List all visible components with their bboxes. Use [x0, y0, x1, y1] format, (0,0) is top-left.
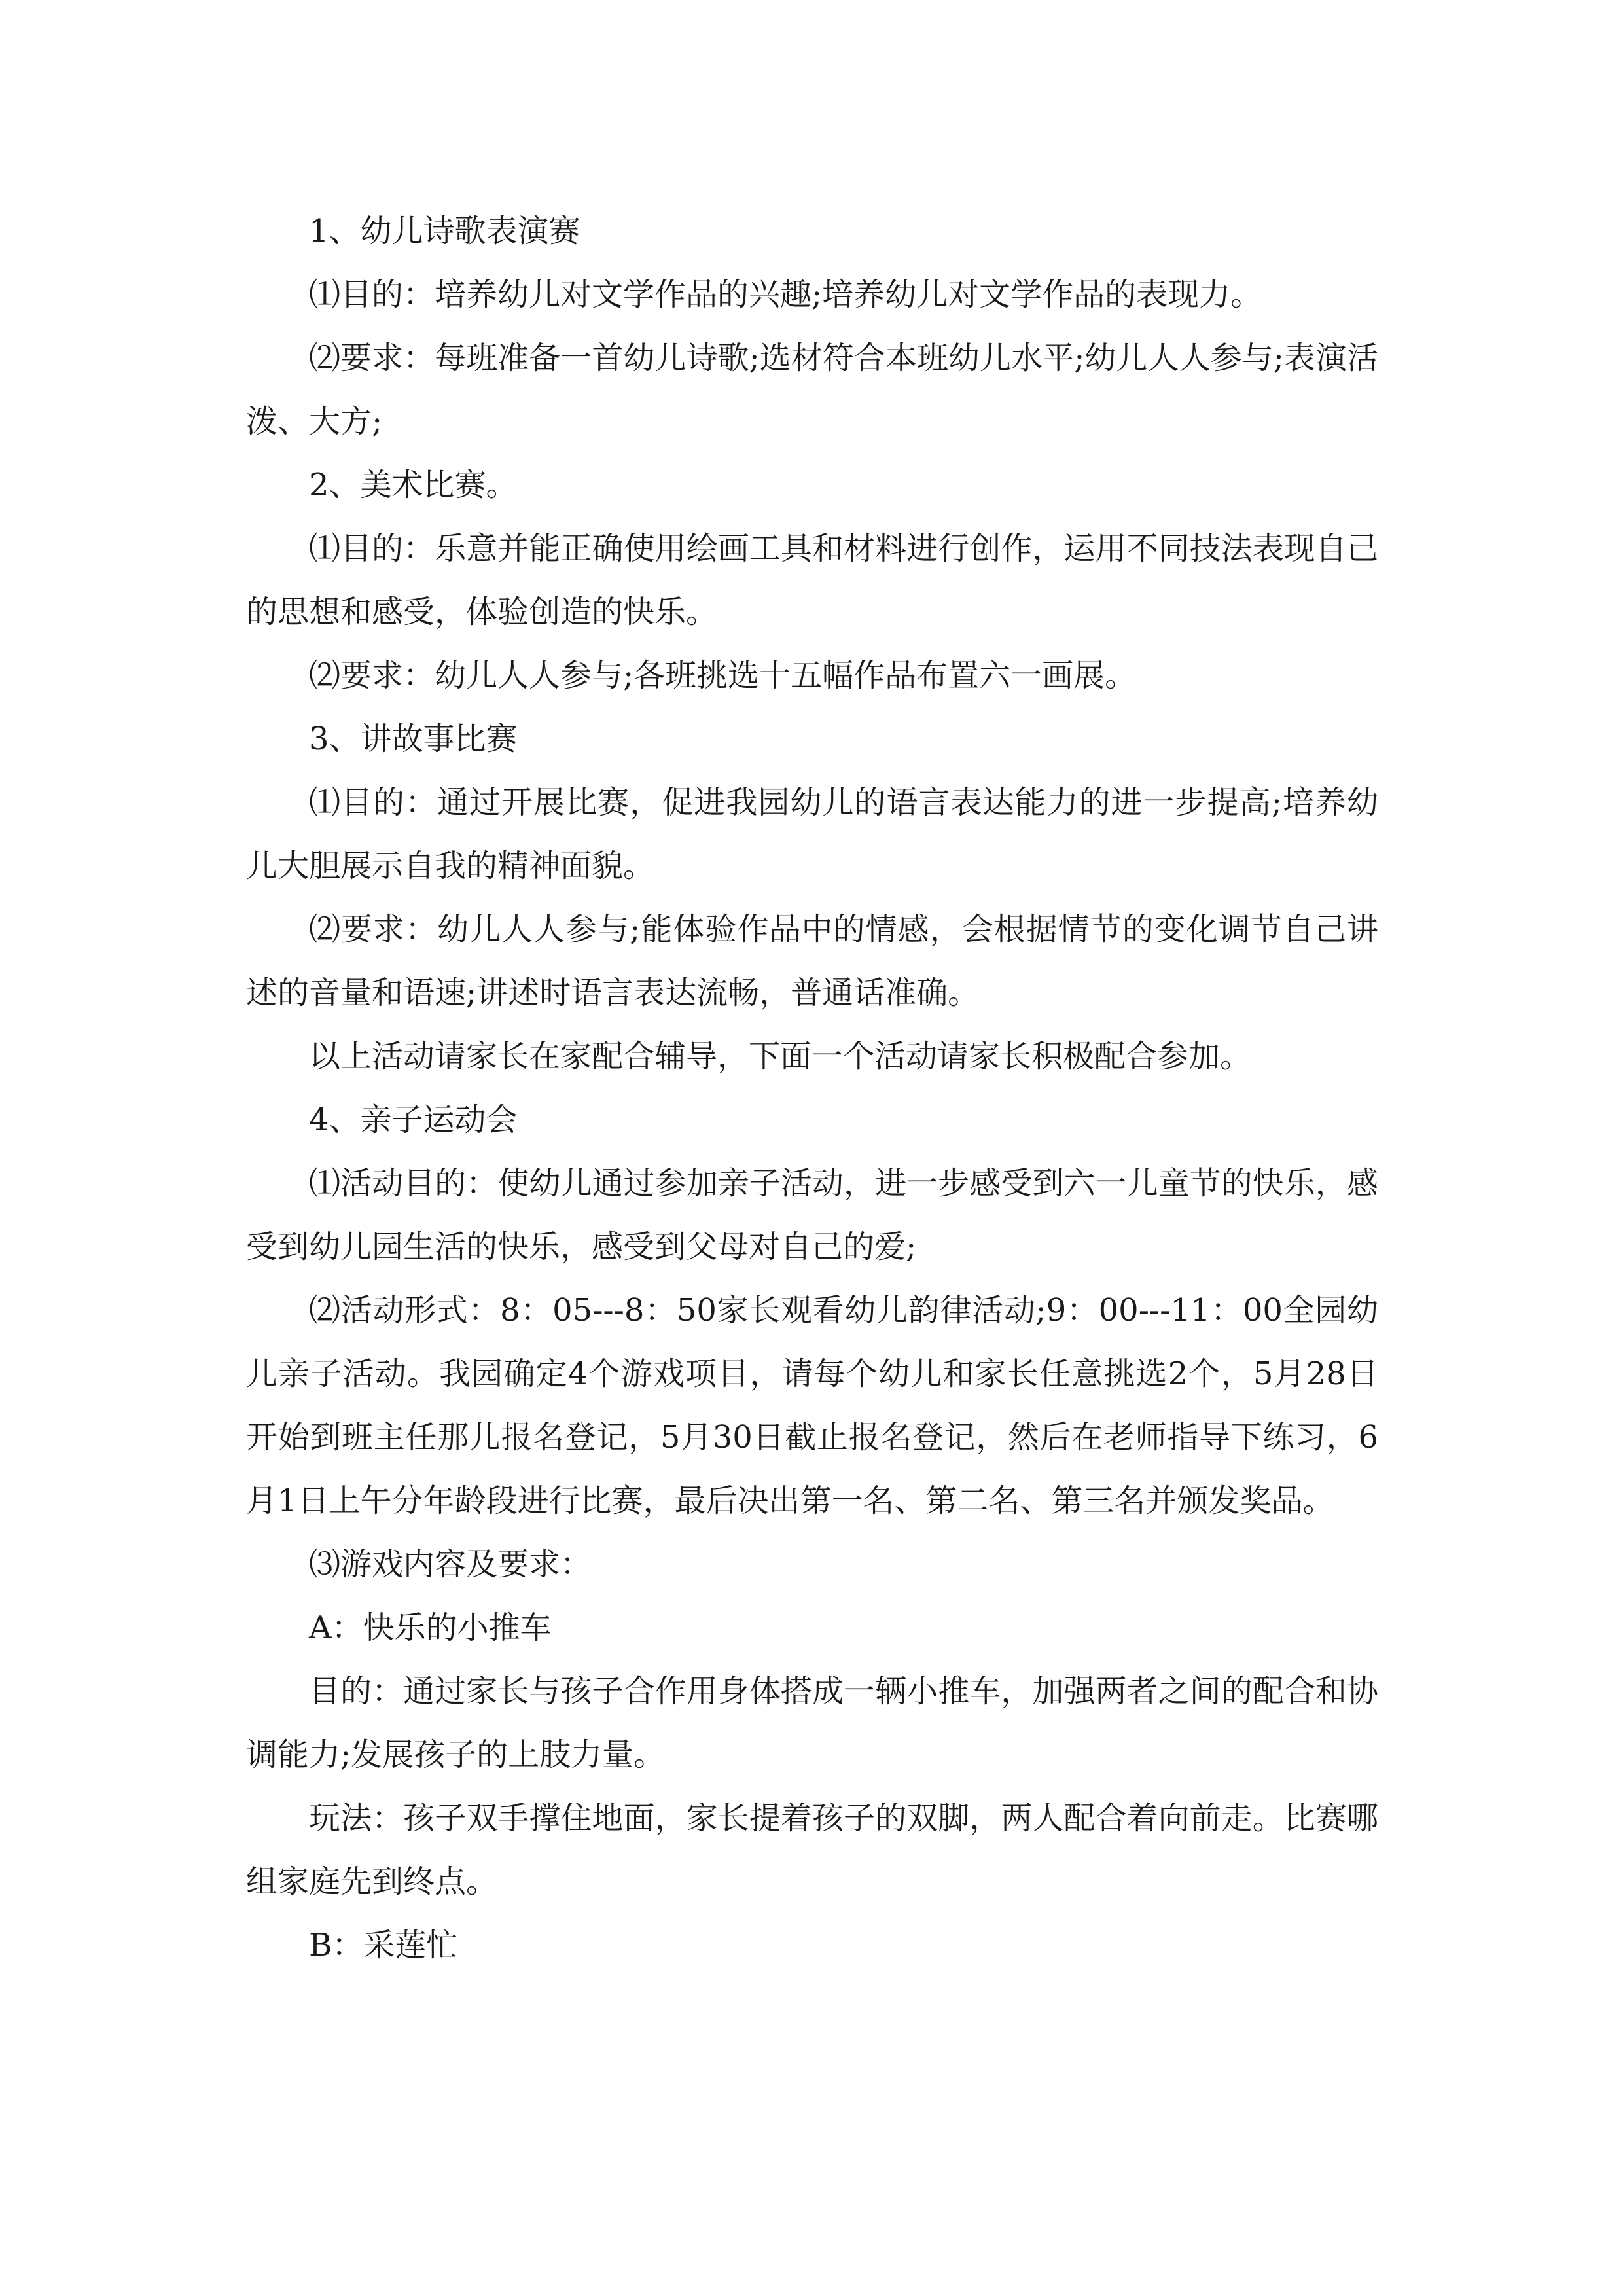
- paragraph-parent-note: 以上活动请家长在家配合辅导，下面一个活动请家长积极配合参加。: [309, 1038, 1252, 1075]
- heading-storytelling-contest: 3、讲故事比赛: [309, 721, 518, 757]
- paragraph-sports-goal: ⑴活动目的：使幼儿通过参加亲子活动，进一步感受到六一儿童节的快乐，感受到幼儿园生活的快乐，感受到父母对自己的爱;: [246, 1165, 1378, 1265]
- paragraph-poetry-goal: ⑴目的：培养幼儿对文学作品的兴趣;培养幼儿对文学作品的表现力。: [309, 276, 1262, 313]
- heading-game-a: A：快乐的小推车: [309, 1609, 552, 1646]
- paragraph-game-a-rules: 玩法：孩子双手撑住地面，家长提着孩子的双脚，两人配合着向前走。比赛哪组家庭先到终点。: [246, 1800, 1378, 1900]
- document-body: [246, 200, 1378, 1977]
- heading-game-b: B：采莲忙: [309, 1927, 458, 1964]
- heading-poetry-contest: 1、幼儿诗歌表演赛: [309, 213, 580, 249]
- heading-sports-meet: 4、亲子运动会: [309, 1102, 518, 1138]
- paragraph-game-a-goal: 目的：通过家长与孩子合作用身体搭成一辆小推车，加强两者之间的配合和协调能力;发展孩子的上肢力量。: [246, 1673, 1378, 1773]
- paragraph-poetry-requirements: ⑵要求：每班准备一首幼儿诗歌;选材符合本班幼儿水平;幼儿人人参与;表演活泼、大方;: [246, 340, 1378, 440]
- paragraph-art-goal: ⑴目的：乐意并能正确使用绘画工具和材料进行创作，运用不同技法表现自己的思想和感受，体验创造的快乐。: [246, 530, 1378, 630]
- paragraph-game-content: ⑶游戏内容及要求：: [309, 1546, 592, 1583]
- paragraph-art-requirements: ⑵要求：幼儿人人参与;各班挑选十五幅作品布置六一画展。: [309, 657, 1137, 694]
- paragraph-storytelling-goal: ⑴目的：通过开展比赛，促进我园幼儿的语言表达能力的进一步提高;培养幼儿大胆展示自我的精神面貌。: [246, 784, 1378, 884]
- paragraph-storytelling-requirements: ⑵要求：幼儿人人参与;能体验作品中的情感，会根据情节的变化调节自己讲述的音量和语速;讲述时语言表达流畅，普通话准确。: [246, 911, 1378, 1011]
- paragraph-sports-format: ⑵活动形式：8：05---8：50家长观看幼儿韵律活动;9：00---11：00全园幼儿亲子活动。我园确定4个游戏项目，请每个幼儿和家长任意挑选2个，5月28日开始到班主任那儿报名登记，5月30日截止报名登记，然后在老师指导下练习，6月1日上午分年龄段进行比赛，最后决出第一名、第二名、第三名并颁发奖品。: [246, 1292, 1378, 1519]
- heading-art-contest: 2、美术比赛。: [309, 467, 518, 503]
